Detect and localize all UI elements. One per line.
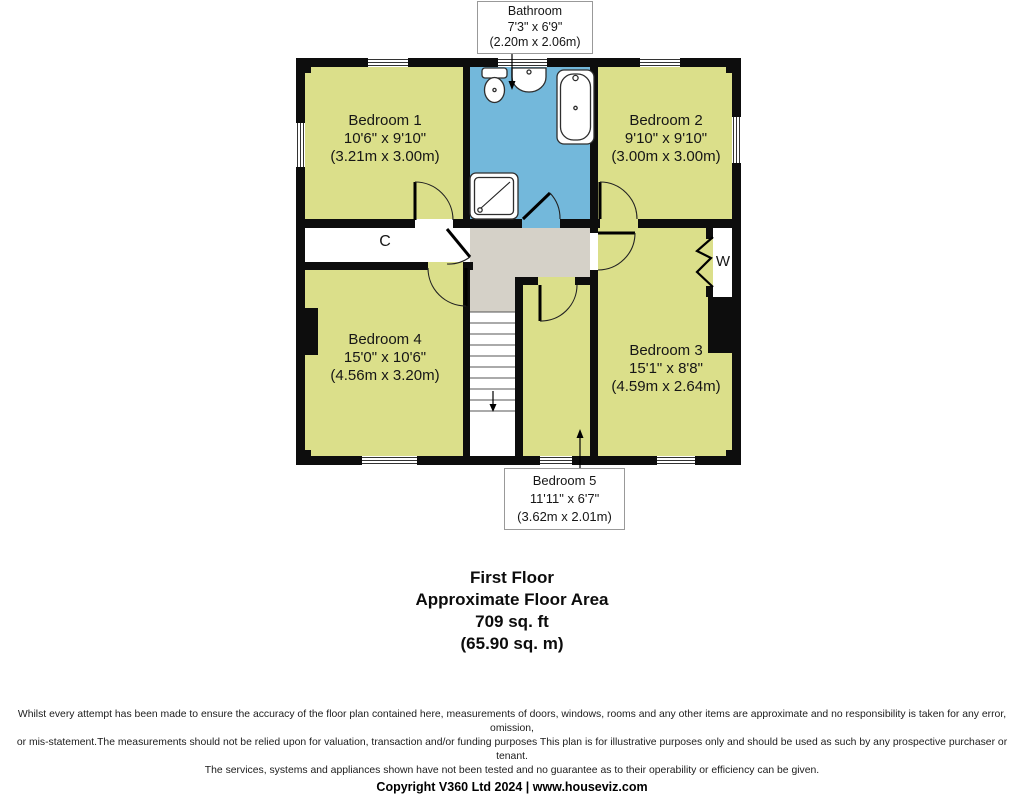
landing-arm-floor <box>470 277 515 312</box>
bathroom-name: Bathroom <box>507 4 563 18</box>
bedroom4-size-imperial: 15'0" x 10'6" <box>343 349 427 366</box>
bedroom2-size-imperial: 9'10" x 9'10" <box>624 130 708 147</box>
bedroom4-name: Bedroom 4 <box>348 331 422 348</box>
bedroom5-door-threshold <box>538 277 575 285</box>
bedroom5-size-imperial: 11'11" x 6'7" <box>529 491 600 506</box>
shower-icon <box>470 173 518 219</box>
bedroom2-door-threshold <box>600 219 638 228</box>
bedroom3-size-imperial: 15'1" x 8'8" <box>629 360 703 377</box>
bedroom1-size-metric: (3.21m x 3.00m) <box>330 148 440 165</box>
window-top-bedroom2 <box>640 60 680 66</box>
bedroom5-size-metric: (3.62m x 2.01m) <box>517 509 612 524</box>
bedroom2-name: Bedroom 2 <box>629 112 703 129</box>
bedroom4-door-threshold <box>428 262 466 270</box>
sink-icon <box>512 68 546 92</box>
window-left-bedroom1 <box>298 123 304 167</box>
window-top-bathroom <box>498 60 547 66</box>
bedroom3-size-metric: (4.59m x 2.64m) <box>611 378 721 395</box>
window-bottom-bedroom4 <box>362 458 417 464</box>
window-bottom-bedroom5 <box>540 458 572 464</box>
window-top-bedroom1 <box>368 60 408 66</box>
disclaimer-line-3: The services, systems and appliances shown have not been tested and no guarantee as to their operability or efficiency can be given. <box>204 765 820 776</box>
copyright-line: Copyright V360 Ltd 2024 | www.houseviz.com <box>376 780 648 794</box>
floor-area-sqft: 709 sq. ft <box>475 612 549 631</box>
bedroom3-door-threshold <box>590 233 598 270</box>
bedroom4-size-metric: (4.56m x 3.20m) <box>330 367 440 384</box>
bedroom4-label <box>305 331 465 385</box>
bathroom-size-metric: (2.20m x 2.06m) <box>489 35 581 49</box>
landing-floor <box>470 228 590 277</box>
bedroom3-label <box>586 342 746 396</box>
bedroom1-label <box>305 112 465 166</box>
disclaimer <box>0 708 1024 795</box>
bedroom5-name: Bedroom 5 <box>532 473 597 488</box>
floor-summary <box>0 567 1024 655</box>
bathroom-label-box <box>477 1 593 54</box>
floor-title: First Floor <box>469 568 555 587</box>
floor-area-sqm: (65.90 sq. m) <box>460 634 564 653</box>
bedroom2-size-metric: (3.00m x 3.00m) <box>611 148 721 165</box>
bedroom5-label-box <box>504 468 625 530</box>
bedroom1-size-imperial: 10'6" x 9'10" <box>343 130 427 147</box>
bedroom2-label <box>586 112 746 166</box>
wardrobe-label: W <box>715 253 731 270</box>
disclaimer-line-2: or mis-statement.The measurements should not be relied upon for valuation, transaction and/or funding purposes This plan is for illustrative purposes only and should be used as such by any prospective purchaser or tenant. <box>16 737 1008 762</box>
window-bottom-bedroom3 <box>657 458 695 464</box>
disclaimer-line-1: Whilst every attempt has been made to ensure the accuracy of the floor plan contained here, measurements of doors, windows, rooms and any other items are approximate and no responsibility is taken for any error, omission, <box>17 709 1007 734</box>
toilet-icon <box>482 68 507 103</box>
closet-label: C <box>379 233 391 250</box>
bedroom1-name: Bedroom 1 <box>348 112 422 129</box>
bedroom3-name: Bedroom 3 <box>629 342 703 359</box>
floor-area-label: Approximate Floor Area <box>415 590 609 609</box>
bathroom-size-imperial: 7'3" x 6'9" <box>507 19 563 34</box>
bathroom-door-threshold <box>522 219 560 228</box>
